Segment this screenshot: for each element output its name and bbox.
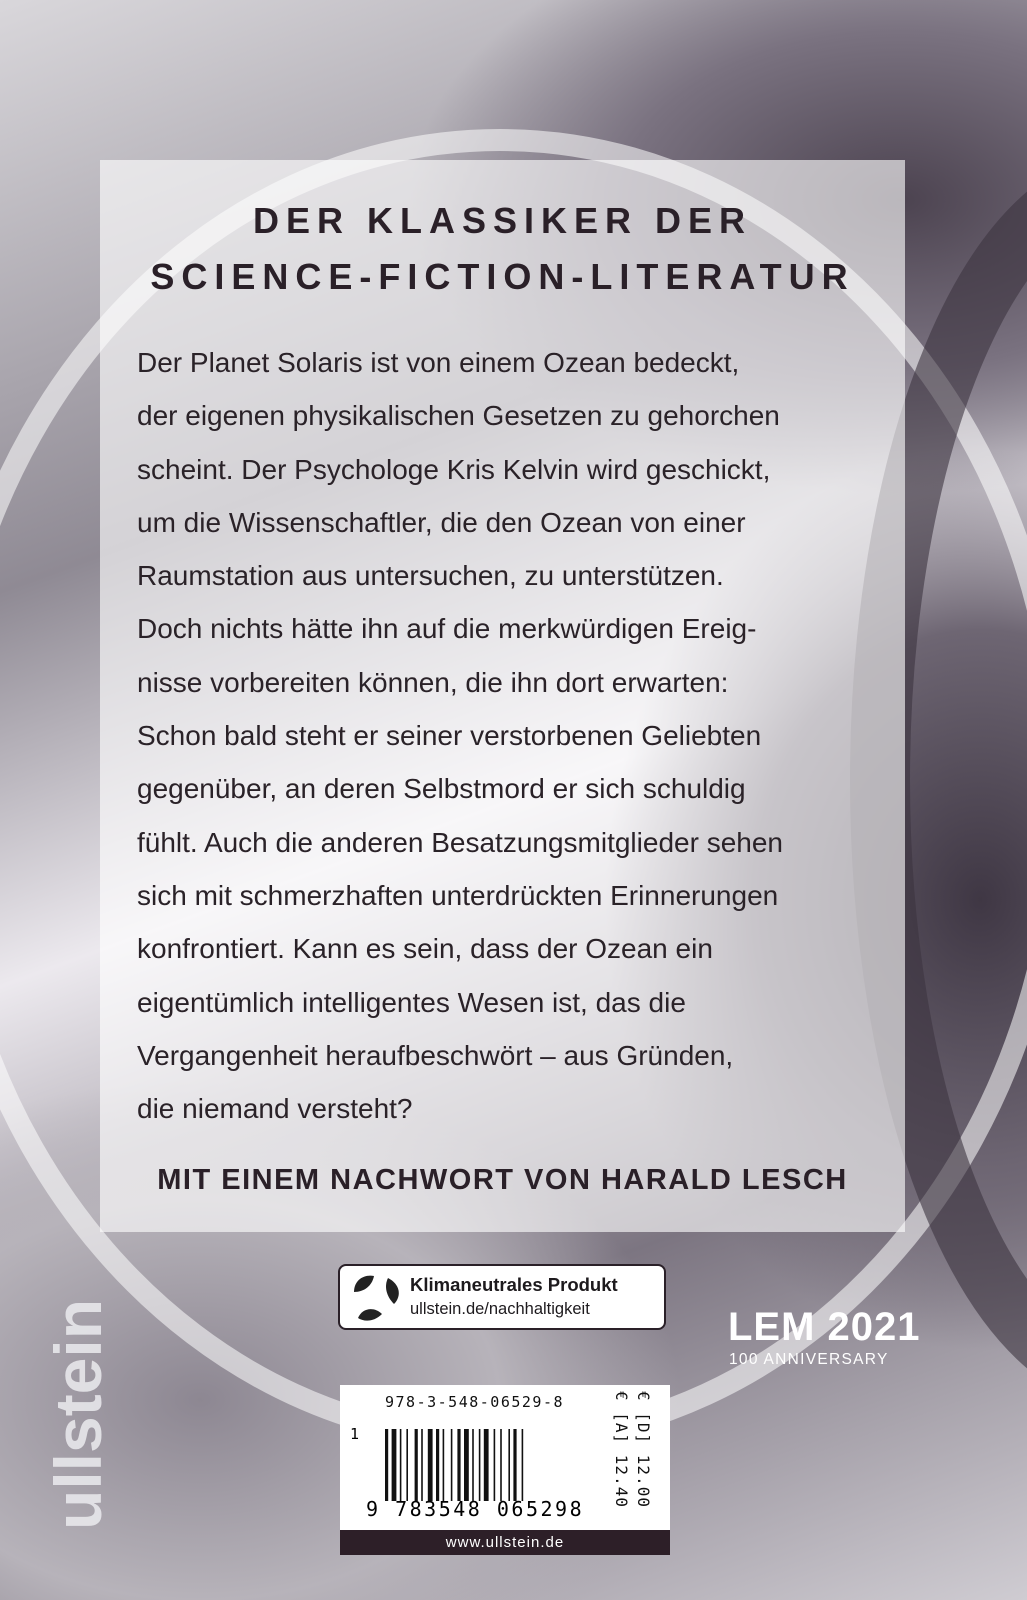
publisher-logo: ullstein	[41, 1298, 115, 1530]
barcode-bar	[436, 1429, 439, 1501]
blurb-line: scheint. Der Psychologe Kris Kelvin wird geschickt,	[137, 453, 771, 485]
barcode-bar	[421, 1429, 423, 1501]
barcode-bar	[415, 1429, 418, 1501]
barcode-bar	[385, 1429, 388, 1501]
barcode-bar	[494, 1429, 496, 1501]
heading-line-1: DER KLASSIKER DER	[252, 200, 753, 241]
blurb-line: Schon bald steht er seiner verstorbenen Geliebten	[137, 720, 762, 752]
barcode-bar	[479, 1429, 481, 1501]
blurb-line: um die Wissenschaftler, die den Ozean von einer	[137, 506, 746, 538]
barcode-bar	[406, 1429, 408, 1501]
price-germany: € [D] 12.00	[634, 1391, 653, 1508]
blurb-line: konfrontiert. Kann es sein, dass der Ozean ein	[137, 933, 713, 965]
barcode-bar	[451, 1429, 453, 1501]
barcode-bar	[484, 1429, 489, 1501]
website-url: www.ullstein.de	[340, 1530, 670, 1555]
isbn: 978-3-548-06529-8	[385, 1393, 565, 1411]
blurb	[137, 336, 907, 1135]
blurb-line: gegenüber, an deren Selbstmord er sich schuldig	[137, 773, 746, 805]
blurb-line: fühlt. Auch die anderen Besatzungsmitglieder sehen	[137, 826, 783, 858]
barcode-bar	[400, 1429, 402, 1501]
barcode-bar	[392, 1429, 397, 1501]
heading-line-2: SCIENCE-FICTION-LITERATUR	[150, 256, 855, 297]
barcode-bar	[457, 1429, 460, 1501]
badge-url: ullstein.de/nachhaltigkeit	[410, 1300, 590, 1318]
blurb-line: Der Planet Solaris ist von einem Ozean bedeckt,	[137, 347, 740, 378]
barcode-digits: 9 783548 065298	[366, 1497, 585, 1521]
leaf-cycle-icon	[348, 1270, 404, 1326]
barcode-bar	[508, 1429, 510, 1501]
blurb-line: sich mit schmerzhaften unterdrückten Erinnerungen	[137, 879, 779, 911]
badge-title: Klimaneutrales Produkt	[410, 1274, 618, 1295]
barcode-bar	[500, 1429, 502, 1501]
blurb-line: Doch nichts hätte ihn auf die merkwürdigen Ereig-	[137, 613, 757, 645]
barcode-bar	[428, 1429, 433, 1501]
barcode-bar	[472, 1429, 474, 1501]
blurb-line: Raumstation aus untersuchen, zu unterstützen.	[137, 560, 724, 592]
blurb-line: die niemand versteht?	[137, 1093, 413, 1125]
barcode-bar	[464, 1429, 469, 1501]
barcode-bar	[443, 1429, 445, 1501]
blurb-line: der eigenen physikalischen Gesetzen zu gehorchen	[137, 400, 780, 432]
anniversary-logo-title: LEM 2021	[728, 1305, 921, 1349]
blurb-line: eigentümlich intelligentes Wesen ist, das die	[137, 986, 686, 1018]
barcode-bar	[513, 1429, 516, 1501]
barcode-prefix: 1	[350, 1425, 360, 1443]
anniversary-subtitle: 100 ANNIVERSARY	[729, 1351, 889, 1368]
price-austria: € [A] 12.40	[612, 1391, 631, 1508]
afterword-note: MIT EINEM NACHWORT VON HARALD LESCH	[157, 1164, 848, 1196]
blurb-line: Vergangenheit heraufbeschwört – aus Gründen,	[137, 1039, 734, 1071]
blurb-line: nisse vorbereiten können, die ihn dort erwarten:	[137, 666, 729, 698]
climate-neutral-badge	[338, 1264, 666, 1330]
barcode-bar	[522, 1429, 524, 1501]
barcode-box	[340, 1385, 670, 1530]
barcode	[385, 1429, 585, 1501]
